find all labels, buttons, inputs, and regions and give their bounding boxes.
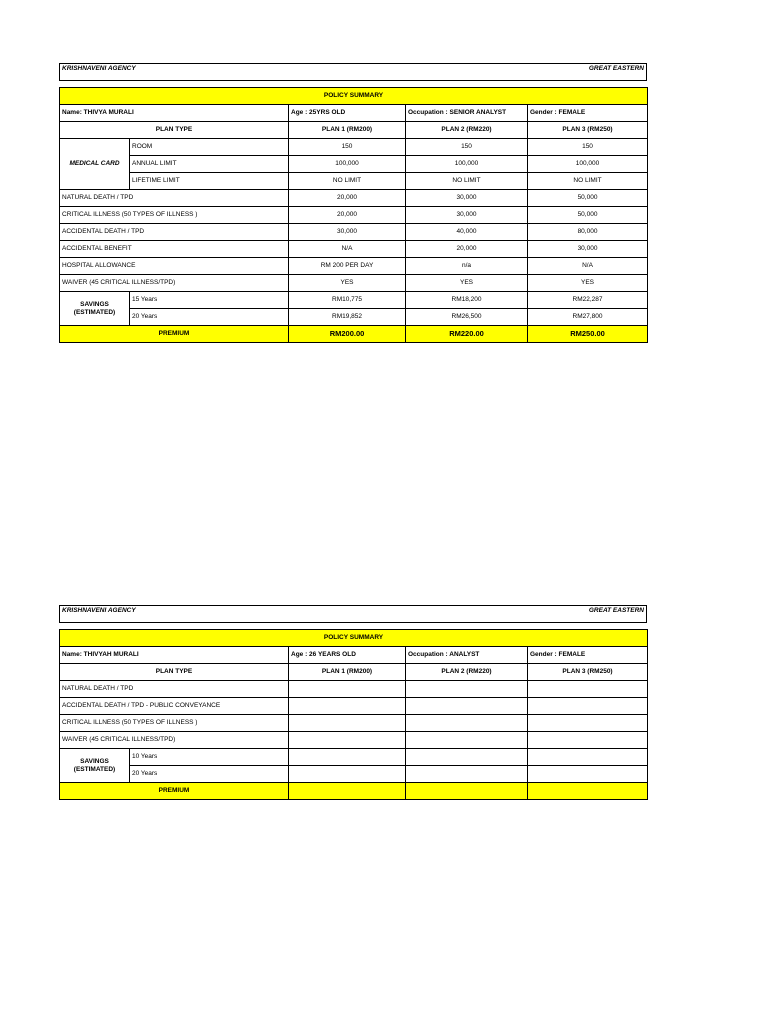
natural-death-plan-3: 50,000 [528,190,648,207]
accidental-benefit-plan-1: N/A [289,241,406,258]
room-plan-1: 150 [289,139,406,156]
premium-plan-3 [528,783,648,800]
plan-3-header: PLAN 3 (RM250) [528,122,648,139]
natural-death-plan-1 [289,681,406,698]
savings-label: SAVINGS (ESTIMATED) [60,292,130,326]
accidental-benefit-plan-2: 20,000 [406,241,528,258]
savings-20-years-plan-1 [289,766,406,783]
accidental-death-plan-2 [406,698,528,715]
accidental-benefit-plan-3: 30,000 [528,241,648,258]
hospital-allowance-plan-2: n/a [406,258,528,275]
savings-15-years-label: 15 Years [130,292,289,309]
policy-summary-table [59,87,648,343]
client-gender: Gender : FEMALE [528,647,648,664]
annual-limit-plan-2: 100,000 [406,156,528,173]
critical-illness-plan-2 [406,715,528,732]
accidental-death-plan-2: 40,000 [406,224,528,241]
waiver-plan-3 [528,732,648,749]
plan-2-header: PLAN 2 (RM220) [406,122,528,139]
accidental-death-plan-3 [528,698,648,715]
savings-15-years-plan-2: RM18,200 [406,292,528,309]
waiver-plan-1: YES [289,275,406,292]
sheet-header [59,605,647,623]
waiver-plan-2: YES [406,275,528,292]
plan-3-header: PLAN 3 (RM250) [528,664,648,681]
critical-illness-plan-3: 50,000 [528,207,648,224]
critical-illness-plan-3 [528,715,648,732]
policy-summary-title: POLICY SUMMARY [60,630,648,647]
natural-death-plan-2: 30,000 [406,190,528,207]
policy-summary-title: POLICY SUMMARY [60,88,648,105]
accidental-death-label: ACCIDENTAL DEATH / TPD - PUBLIC CONVEYANCE [60,698,289,715]
accidental-benefit-label: ACCIDENTAL BENEFIT [60,241,289,258]
savings-20-years-label: 20 Years [130,309,289,326]
savings-10-years-plan-1 [289,749,406,766]
savings-15-years-plan-1: RM10,775 [289,292,406,309]
waiver-plan-1 [289,732,406,749]
savings-15-years-plan-3: RM22,287 [528,292,648,309]
medical-card-label: MEDICAL CARD [60,139,130,190]
natural-death-plan-2 [406,681,528,698]
policy-summary-sheet-2 [59,605,647,800]
client-age: Age : 26 YEARS OLD [289,647,406,664]
savings-20-years-plan-1: RM19,852 [289,309,406,326]
accidental-death-plan-1: 30,000 [289,224,406,241]
policy-summary-table [59,629,648,800]
hospital-allowance-plan-3: N/A [528,258,648,275]
lifetime-limit-plan-3: NO LIMIT [528,173,648,190]
plan-2-header: PLAN 2 (RM220) [406,664,528,681]
plan-1-header: PLAN 1 (RM200) [289,122,406,139]
waiver-label: WAIVER (45 CRITICAL ILLNESS/TPD) [60,732,289,749]
company-name: GREAT EASTERN [588,65,644,72]
plan-type-label: PLAN TYPE [60,664,289,681]
client-name: Name: THIVYA MURALI [60,105,289,122]
room-label: ROOM [130,139,289,156]
savings-10-years-plan-2 [406,749,528,766]
accidental-death-plan-1 [289,698,406,715]
premium-plan-3: RM250.00 [528,326,648,343]
premium-plan-2: RM220.00 [406,326,528,343]
critical-illness-label: CRITICAL ILLNESS (50 TYPES OF ILLNESS ) [60,715,289,732]
lifetime-limit-plan-1: NO LIMIT [289,173,406,190]
critical-illness-plan-1 [289,715,406,732]
agency-name: KRISHNAVENI AGENCY [62,65,136,72]
company-name: GREAT EASTERN [588,607,644,614]
natural-death-label: NATURAL DEATH / TPD [60,681,289,698]
client-occupation: Occupation : ANALYST [406,647,528,664]
lifetime-limit-plan-2: NO LIMIT [406,173,528,190]
savings-20-years-plan-3 [528,766,648,783]
lifetime-limit-label: LIFETIME LIMIT [130,173,289,190]
savings-10-years-label: 10 Years [130,749,289,766]
critical-illness-label: CRITICAL ILLNESS (50 TYPES OF ILLNESS ) [60,207,289,224]
client-occupation: Occupation : SENIOR ANALYST [406,105,528,122]
natural-death-plan-3 [528,681,648,698]
natural-death-plan-1: 20,000 [289,190,406,207]
premium-plan-2 [406,783,528,800]
hospital-allowance-plan-1: RM 200 PER DAY [289,258,406,275]
room-plan-2: 150 [406,139,528,156]
accidental-death-label: ACCIDENTAL DEATH / TPD [60,224,289,241]
waiver-label: WAIVER (45 CRITICAL ILLNESS/TPD) [60,275,289,292]
room-plan-3: 150 [528,139,648,156]
critical-illness-plan-1: 20,000 [289,207,406,224]
policy-summary-sheet-1 [59,63,647,343]
accidental-death-plan-3: 80,000 [528,224,648,241]
annual-limit-plan-1: 100,000 [289,156,406,173]
client-age: Age : 25YRS OLD [289,105,406,122]
sheet-header [59,63,647,81]
agency-name: KRISHNAVENI AGENCY [62,607,136,614]
plan-1-header: PLAN 1 (RM200) [289,664,406,681]
annual-limit-label: ANNUAL LIMIT [130,156,289,173]
premium-plan-1 [289,783,406,800]
waiver-plan-3: YES [528,275,648,292]
savings-20-years-plan-2: RM26,500 [406,309,528,326]
client-gender: Gender : FEMALE [528,105,648,122]
savings-20-years-label: 20 Years [130,766,289,783]
critical-illness-plan-2: 30,000 [406,207,528,224]
premium-plan-1: RM200.00 [289,326,406,343]
savings-20-years-plan-2 [406,766,528,783]
savings-label: SAVINGS (ESTIMATED) [60,749,130,783]
waiver-plan-2 [406,732,528,749]
natural-death-label: NATURAL DEATH / TPD [60,190,289,207]
plan-type-label: PLAN TYPE [60,122,289,139]
savings-20-years-plan-3: RM27,800 [528,309,648,326]
savings-10-years-plan-3 [528,749,648,766]
hospital-allowance-label: HOSPITAL ALLOWANCE [60,258,289,275]
premium-label: PREMIUM [60,783,289,800]
annual-limit-plan-3: 100,000 [528,156,648,173]
client-name: Name: THIVYAH MURALI [60,647,289,664]
premium-label: PREMIUM [60,326,289,343]
